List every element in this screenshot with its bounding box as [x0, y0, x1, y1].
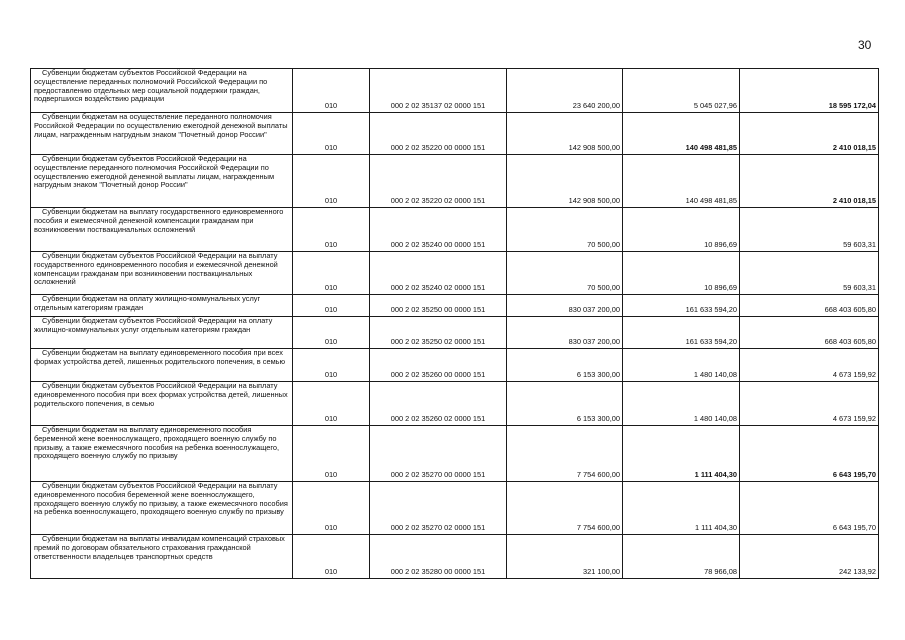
table-row: [31, 113, 879, 155]
row-code: 010: [293, 426, 370, 482]
row-kbk: 000 2 02 35220 00 0000 151: [370, 113, 507, 155]
row-rest: 18 595 172,04: [740, 69, 879, 113]
row-description: Субвенции бюджетам на осуществление переданного полномочия Российской Федерации по осуществлению ежегодной денежной выплаты лицам, награжденным нагрудным знаком "Почетный донор России": [31, 113, 293, 155]
table-row: [31, 535, 879, 579]
row-description: Субвенции бюджетам субъектов Российской Федерации на выплату единовременного пособия беременной жене военнослужащего, проходящего военную службу по призыву, а также ежемесячного пособия на ребенка военнослужащего, проходящего военную службу по призыву: [31, 482, 293, 535]
row-kbk: 000 2 02 35250 02 0000 151: [370, 317, 507, 349]
row-description: Субвенции бюджетам субъектов Российской Федерации на осуществление переданного полномочия Российской Федерации по осуществлению ежегодной денежной выплаты лицам, награжденным нагрудным знаком "Почетный донор России": [31, 155, 293, 208]
row-code: 010: [293, 69, 370, 113]
row-description: Субвенции бюджетам на выплату государственного единовременного пособия и ежемесячной денежной компенсации гражданам при возникновении поствакцинальных осложнений: [31, 208, 293, 252]
row-description: Субвенции бюджетам на выплаты инвалидам компенсаций страховых премий по договорам обязательного страхования гражданской ответственности владельцев транспортных средств: [31, 535, 293, 579]
table-row: [31, 155, 879, 208]
row-fact: 5 045 027,96: [623, 69, 740, 113]
row-plan: 23 640 200,00: [507, 69, 623, 113]
row-plan: 830 037 200,00: [507, 295, 623, 317]
table-row: [31, 295, 879, 317]
row-description: Субвенции бюджетам на выплату единовременного пособия при всех формах устройства детей, лишенных родительского попечения, в семью: [31, 349, 293, 382]
row-kbk: 000 2 02 35260 02 0000 151: [370, 382, 507, 426]
row-fact: 161 633 594,20: [623, 295, 740, 317]
budget-table: [30, 68, 879, 579]
row-code: 010: [293, 208, 370, 252]
row-kbk: 000 2 02 35260 00 0000 151: [370, 349, 507, 382]
row-rest: 59 603,31: [740, 252, 879, 295]
row-rest: 2 410 018,15: [740, 113, 879, 155]
row-code: 010: [293, 382, 370, 426]
row-plan: 70 500,00: [507, 252, 623, 295]
row-kbk: 000 2 02 35250 00 0000 151: [370, 295, 507, 317]
row-fact: 1 111 404,30: [623, 482, 740, 535]
row-rest: 668 403 605,80: [740, 317, 879, 349]
row-fact: 10 896,69: [623, 208, 740, 252]
row-description: Субвенции бюджетам субъектов Российской Федерации на выплату единовременного пособия при всех формах устройства детей, лишенных родительского попечения, в семью: [31, 382, 293, 426]
row-code: 010: [293, 295, 370, 317]
row-kbk: 000 2 02 35240 02 0000 151: [370, 252, 507, 295]
table-row: [31, 349, 879, 382]
row-kbk: 000 2 02 35220 02 0000 151: [370, 155, 507, 208]
row-code: 010: [293, 155, 370, 208]
row-fact: 1 480 140,08: [623, 349, 740, 382]
row-fact: 1 480 140,08: [623, 382, 740, 426]
row-plan: 7 754 600,00: [507, 482, 623, 535]
row-code: 010: [293, 482, 370, 535]
row-fact: 140 498 481,85: [623, 113, 740, 155]
row-kbk: 000 2 02 35240 00 0000 151: [370, 208, 507, 252]
scan-speck: [858, 20, 860, 29]
row-rest: 242 133,92: [740, 535, 879, 579]
row-rest: 6 643 195,70: [740, 426, 879, 482]
row-description: Субвенции бюджетам субъектов Российской Федерации на осуществление переданных полномочий Российской Федерации по предоставлению отдельных мер социальной поддержки граждан, подвергшихся воздействию радиации: [31, 69, 293, 113]
row-plan: 142 908 500,00: [507, 113, 623, 155]
row-code: 010: [293, 252, 370, 295]
table-row: [31, 482, 879, 535]
row-plan: 7 754 600,00: [507, 426, 623, 482]
row-rest: 4 673 159,92: [740, 349, 879, 382]
table-row: [31, 252, 879, 295]
table-row: [31, 382, 879, 426]
table-row: [31, 317, 879, 349]
row-kbk: 000 2 02 35270 00 0000 151: [370, 426, 507, 482]
row-code: 010: [293, 317, 370, 349]
row-fact: 1 111 404,30: [623, 426, 740, 482]
row-code: 010: [293, 349, 370, 382]
table-row: [31, 69, 879, 113]
row-rest: 2 410 018,15: [740, 155, 879, 208]
page-number: 30: [858, 38, 872, 52]
row-fact: 161 633 594,20: [623, 317, 740, 349]
row-rest: 6 643 195,70: [740, 482, 879, 535]
row-code: 010: [293, 113, 370, 155]
row-rest: 668 403 605,80: [740, 295, 879, 317]
row-plan: 321 100,00: [507, 535, 623, 579]
row-fact: 140 498 481,85: [623, 155, 740, 208]
row-plan: 6 153 300,00: [507, 349, 623, 382]
row-plan: 142 908 500,00: [507, 155, 623, 208]
table-row: [31, 208, 879, 252]
row-plan: 6 153 300,00: [507, 382, 623, 426]
row-code: 010: [293, 535, 370, 579]
row-kbk: 000 2 02 35270 02 0000 151: [370, 482, 507, 535]
row-description: Субвенции бюджетам субъектов Российской Федерации на оплату жилищно-коммунальных услуг отдельным категориям граждан: [31, 317, 293, 349]
table-row: [31, 426, 879, 482]
row-description: Субвенции бюджетам субъектов Российской Федерации на выплату государственного единовременного пособия и ежемесячной денежной компенсации гражданам при возникновении поствакцинальных осложнений: [31, 252, 293, 295]
row-fact: 10 896,69: [623, 252, 740, 295]
row-rest: 4 673 159,92: [740, 382, 879, 426]
row-kbk: 000 2 02 35280 00 0000 151: [370, 535, 507, 579]
row-rest: 59 603,31: [740, 208, 879, 252]
row-description: Субвенции бюджетам на оплату жилищно-коммунальных услуг отдельным категориям граждан: [31, 295, 293, 317]
row-plan: 70 500,00: [507, 208, 623, 252]
row-description: Субвенции бюджетам на выплату единовременного пособия беременной жене военнослужащего, проходящего военную службу по призыву, а также ежемесячного пособия на ребенка военнослужащего, проходящего военную службу по призыву: [31, 426, 293, 482]
row-plan: 830 037 200,00: [507, 317, 623, 349]
row-fact: 78 966,08: [623, 535, 740, 579]
row-kbk: 000 2 02 35137 02 0000 151: [370, 69, 507, 113]
